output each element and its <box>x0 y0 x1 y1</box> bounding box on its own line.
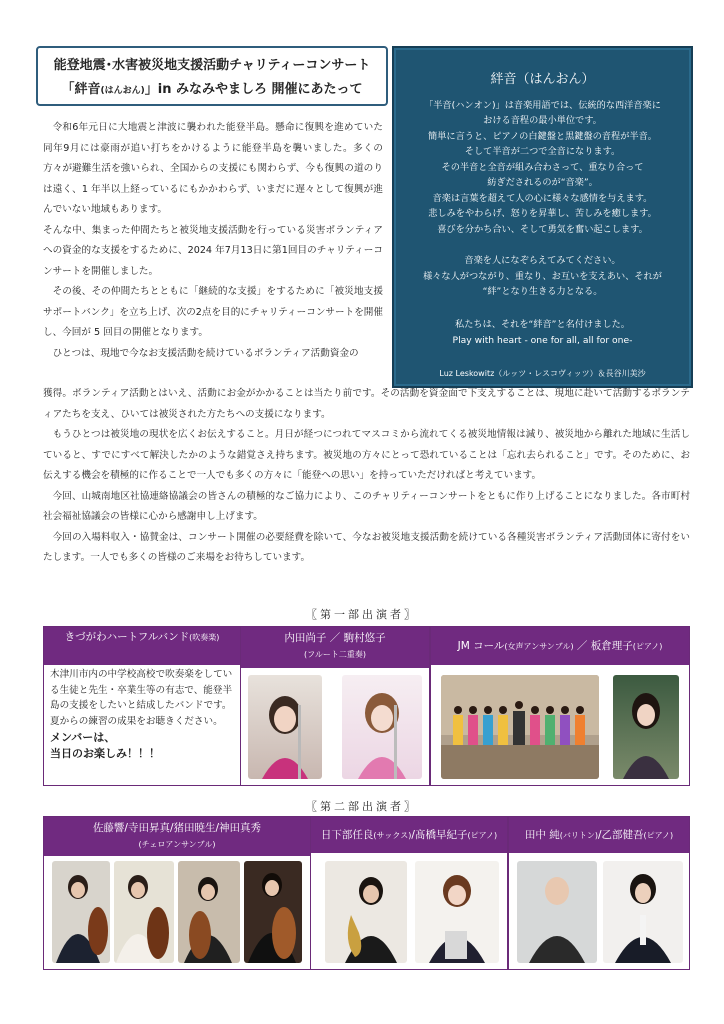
performer-block-band <box>43 626 241 786</box>
performer-photo <box>441 675 599 779</box>
performer-name: /乙部健吾 <box>597 829 644 841</box>
performer-role: (女声アンサンブル) <box>504 642 574 651</box>
part1-header: 〖第一部出演者〗 <box>306 608 418 621</box>
paragraph: 今回の入場料収入・協賛金は、コンサート開催の必要経費を除いて、今なお被災地支援活動を続けている各種災害ボランティア活動団体に寄付をいたします。一人でも多くの皆様のご来場をお待ちしています。 <box>43 531 690 563</box>
performer-photo <box>415 861 499 963</box>
title-line-2a: 「絆音 <box>61 82 101 97</box>
performer-heading <box>509 817 689 853</box>
performer-photo <box>178 861 240 963</box>
performer-role: (吹奏楽) <box>189 633 220 642</box>
paragraph: もうひとつは被災地の現状を広くお伝えすること。月日が経つにつれてマスコミから流れてくる被災地情報は減り、被災地から離れた地域に生活していると、すでにすべて解決したかのような錯覚さえ持ちます。被災地の方々にとって恐れていることは「忘れ去られること」です。そのために、お伝えする機会を積極的に作ることで一人でも多くの方々に「能登への思い」を持っていただければと考えています。 <box>43 429 690 481</box>
kizuna-box <box>392 46 693 388</box>
performer-heading <box>311 817 507 853</box>
band-description: 木津川市内の中学校高校で吹奏楽をしている生徒と先生・卒業生等の有志で、能登半島の支援をしたいと結成したバンドです。夏からの練習の成果をお聴きください。 <box>50 669 233 728</box>
performer-name: 日下部任良 <box>320 829 374 841</box>
performer-role: (チェロアンサンブル) <box>138 840 216 849</box>
performer-photo <box>248 675 322 779</box>
kizuna-line: Play with heart - one for all, all for one- <box>452 335 633 346</box>
paragraph: ひとつは、現地で今なお支援活動を続けているボランティア活動資金の <box>52 347 359 359</box>
performer-name: 田中 純 <box>524 829 560 841</box>
performer-block-flute <box>240 626 430 786</box>
title-box <box>36 46 388 106</box>
kizuna-line: 悲しみをやわらげ、怒りを昇華し、苦しみを癒します。 <box>428 208 657 219</box>
title-furigana: (はんおん) <box>100 86 145 96</box>
kizuna-line: “絆”となり生きる力となる。 <box>482 286 603 297</box>
performer-block-sax <box>310 816 508 970</box>
performer-heading <box>44 817 310 856</box>
band-note <box>50 730 234 762</box>
performer-name: JM コール <box>457 640 505 652</box>
kizuna-line: その半音と全音が組み合わさって、重なり合って <box>441 162 644 173</box>
kizuna-line: 簡単に言うと、ピアノの白鍵盤と黒鍵盤の音程が半音。 <box>428 131 657 142</box>
kizuna-line: 喜びを分かち合い、そして勇気を奮い起こします。 <box>437 224 648 235</box>
performer-name: 内田尚子 ／ 駒村悠子 <box>284 632 386 644</box>
performer-name: きづがわハートフルバンド <box>64 631 190 643</box>
performer-photo <box>613 675 679 779</box>
kizuna-line: 様々な人がつながり、重なり、お互いを支えあい、それが <box>423 271 662 282</box>
title-line-2 <box>38 78 386 97</box>
kizuna-credit: Luz Leskowitz（ルッツ・レスコヴィッツ）＆長谷川美沙 <box>439 369 646 378</box>
performer-name: ／ 板倉理子 <box>573 640 633 652</box>
band-note-line: メンバーは、 <box>50 731 116 744</box>
performer-role: (ピアノ) <box>632 642 663 651</box>
title-line-2b: 」in みなみやましろ 開催にあたって <box>144 82 363 97</box>
performer-role: (フルート二重奏) <box>304 650 366 659</box>
performer-photo <box>114 861 174 963</box>
paragraph: その後、その仲間たちとともに「継続的な支援」をするために「被災地支援サポートバンク」を立ち上げ、次の2点を目的にチャリティーコンサートを開催し、今回が 5 回目の開催となります。 <box>43 286 383 338</box>
performer-name: /髙橋早紀子 <box>411 829 468 841</box>
performer-photo <box>342 675 422 779</box>
performer-role: (バリトン) <box>559 831 598 840</box>
performer-photo <box>52 861 110 963</box>
kizuna-line: 私たちは、それを“絆音”と名付けました。 <box>455 319 630 330</box>
paragraph: 今回、山城南地区社協連絡協議会の皆さんの積極的なご協力により、このチャリティーコンサートをともに作り上げることになりました。各市町村社会福祉協議会の皆様に心から感謝申し上げます。 <box>43 490 690 522</box>
body-text <box>43 384 690 569</box>
performer-block-baritone <box>508 816 690 970</box>
intro-text <box>43 118 383 364</box>
performer-heading <box>431 627 689 665</box>
performer-heading <box>241 627 429 668</box>
performer-photo <box>244 861 302 963</box>
performer-photo <box>325 861 407 963</box>
performer-role: (ピアノ) <box>643 831 674 840</box>
performer-block-cello <box>43 816 311 970</box>
performer-name: 佐藤響/寺田昇真/猪田暁生/神田真秀 <box>92 822 262 834</box>
kizuna-line: おける音程の最小単位です。 <box>483 115 602 126</box>
title-line-1: 能登地震･水害被災地支援活動チャリティーコンサート <box>53 58 371 73</box>
kizuna-line: そして半音が二つで全音になります。 <box>464 146 621 157</box>
band-note-line: 当日のお楽しみ！！！ <box>50 747 160 760</box>
paragraph: 獲得。ボランティア活動とはいえ、活動にお金がかかることは当たり前です。その活動を資金面で下支えすることは、現地に赴いて活動するボランティアたちを支え、ひいては被災された方たちへの支援になります。 <box>43 388 690 420</box>
performer-photo <box>517 861 597 963</box>
kizuna-line: 音楽を人になぞらえてみてください。 <box>464 255 621 266</box>
performer-heading <box>44 627 240 665</box>
kizuna-title: 絆音（はんおん） <box>490 72 595 87</box>
paragraph: 令和6年元日に大地震と津波に襲われた能登半島。懸命に復興を進めていた同年9月には豪雨が追い打ちをかけるように能登半島を襲いました。多くの方々が避難生活を強いられ、全国からの支援にも関わらず、今も復興の道のりは遠く、1 年半以上経っているにもかかわらず、いまだに遅々として復興が進んでいない地域もあります。 <box>43 122 383 215</box>
performer-block-choir <box>430 626 690 786</box>
part2-header: 〖第二部出演者〗 <box>306 800 418 813</box>
performer-role: (ピアノ) <box>467 831 498 840</box>
kizuna-line: 音楽は言葉を超えて人の心に様々な感情を与えます。 <box>432 193 653 204</box>
kizuna-line: 「半音(ハンオン)」は音楽用語では、伝統的な西洋音楽に <box>424 100 661 111</box>
kizuna-line: 紡ぎだされるのが“音楽”。 <box>487 177 598 188</box>
paragraph: そんな中、集まった仲間たちと被災地支援活動を行っている災害ボランティアへの資金的な支援をするために、2024 年7月13日に第1回目のチャリティーコンサートを開催しました。 <box>43 224 383 277</box>
performer-photo <box>603 861 683 963</box>
performer-role: (サックス) <box>373 831 412 840</box>
